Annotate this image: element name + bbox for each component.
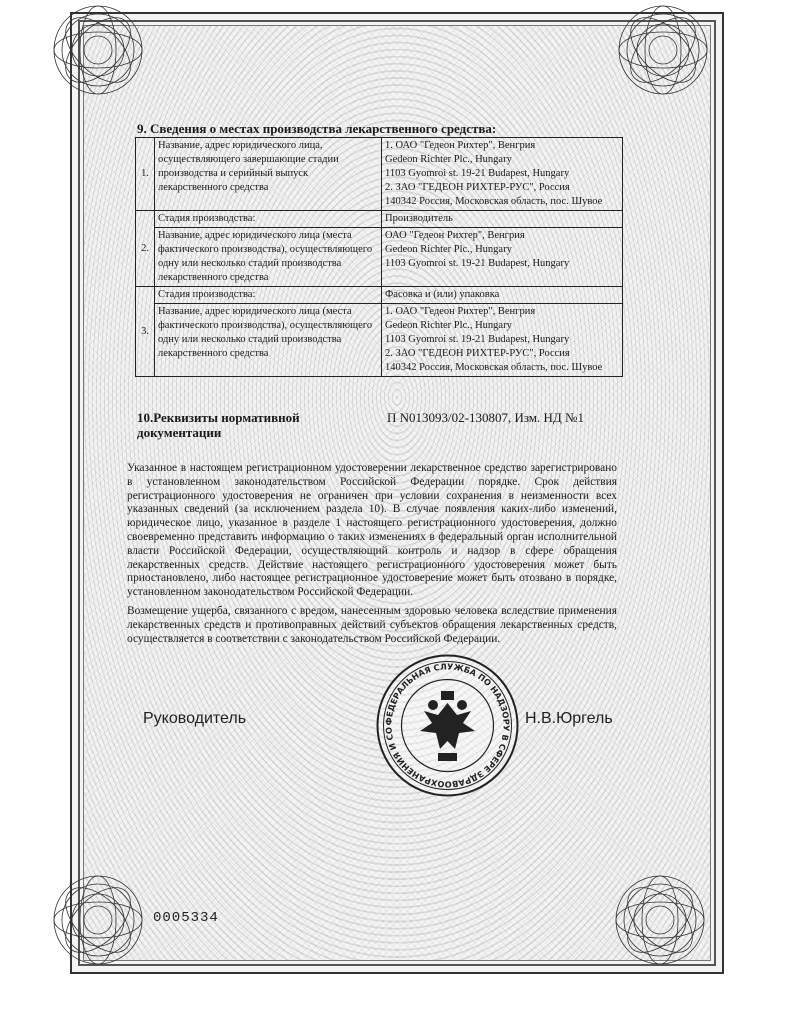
row-label: Название, адрес юридического лица (места фактического производства), осуществляющего одну или несколько стадий производства лекарственного средства — [155, 228, 382, 287]
seal-text: ФЕДЕРАЛЬНАЯ СЛУЖБА ПО НАДЗОРУ В СФЕРЕ ЗДРАВООХРАНЕНИЯ И СО — [383, 661, 512, 790]
row-label: Название, адрес юридического лица, осуществляющего завершающие стадии производства и серийный выпуск лекарственного средства — [155, 138, 382, 211]
signer-title: Руководитель — [143, 710, 247, 727]
value-line: 1103 Gyomroi st. 19-21 Budapest, Hungary — [385, 168, 570, 179]
value-line: 1103 Gyomroi st. 19-21 Budapest, Hungary — [385, 258, 570, 269]
corner-rosette-icon — [610, 870, 710, 970]
value-line: Gedeon Richter Plc., Hungary — [385, 154, 512, 165]
table-row — [136, 138, 623, 211]
value-line: ОАО "Гедеон Рихтер", Венгрия — [385, 230, 525, 241]
section-10-title: 10.Реквизиты нормативной документации — [137, 410, 300, 440]
signer-name: Н.В.Юргель — [525, 710, 613, 727]
stage-label: Стадия производства: — [155, 211, 382, 228]
row-number: 1. — [136, 138, 155, 211]
corner-rosette-icon — [48, 0, 148, 100]
value-line: 1103 Gyomroi st. 19-21 Budapest, Hungary — [385, 334, 570, 345]
table-row — [136, 304, 623, 377]
stage-value: Производитель — [382, 211, 623, 228]
table-row — [136, 228, 623, 287]
registration-paragraph: Указанное в настоящем регистрационном удостоверении лекарственное средство зарегистрировано в установленном законодательством Российской Федерации порядке. Срок действия регистрационного удостоверения не ограничен при условии сохранения в неизменности всех указанных сведений (за исключением раздела 10). В случае появления каких-либо изменений, юридическое лицо, указанное в разделе 1 настоящего регистрационного удостоверения, должно своевременно представить информацию о таких изменениях в федеральный орган исполнительной власти Российской Федерации, осуществляющий контроль и надзор в сфере обращения лекарственных средств. Действие настоящего регистрационного удостоверения может быть приостановлено, либо настоящее регистрационное удостоверение может быть отозвано в порядке, установленном законодательством Российской Федерации. — [127, 462, 617, 599]
stage-label: Стадия производства: — [155, 287, 382, 304]
official-seal-icon — [375, 653, 520, 798]
section-10-value: П N013093/02-130807, Изм. НД №1 — [387, 410, 584, 425]
value-line: 140342 Россия, Московская область, пос. Шувое — [385, 362, 603, 373]
value-line: Gedeon Richter Plc., Hungary — [385, 244, 512, 255]
value-line: Gedeon Richter Plc., Hungary — [385, 320, 512, 331]
row-number: 3. — [136, 287, 155, 377]
value-line: 1. ОАО "Гедеон Рихтер", Венгрия — [385, 306, 536, 317]
section-9-title: 9. Сведения о местах производства лекарственного средства: — [137, 121, 497, 136]
value-line: 2. ЗАО "ГЕДЕОН РИХТЕР-РУС", Россия — [385, 348, 570, 359]
stage-value: Фасовка и (или) упаковка — [382, 287, 623, 304]
table-row — [136, 287, 623, 304]
corner-rosette-icon — [48, 870, 148, 970]
value-line: 2. ЗАО "ГЕДЕОН РИХТЕР-РУС", Россия — [385, 182, 570, 193]
row-label: Название, адрес юридического лица (места фактического производства), осуществляющего одну или несколько стадий производства лекарственного средства — [155, 304, 382, 377]
value-line: 140342 Россия, Московская область, пос. Шувое — [385, 196, 603, 207]
value-line: 1. ОАО "Гедеон Рихтер", Венгрия — [385, 140, 536, 151]
row-number: 2. — [136, 211, 155, 287]
table-row — [136, 211, 623, 228]
serial-number: 0005334 — [153, 910, 219, 926]
row-value — [382, 228, 623, 287]
row-value — [382, 304, 623, 377]
row-value — [382, 138, 623, 211]
liability-paragraph: Возмещение ущерба, связанного с вредом, нанесенным здоровью человека вследствие применения лекарственных средств и противоправных действий субъектов обращения лекарственных средств, осуществляется в соответствии с законодательством Российской Федерации. — [127, 605, 617, 645]
corner-rosette-icon — [613, 0, 713, 100]
production-sites-table — [135, 137, 623, 377]
